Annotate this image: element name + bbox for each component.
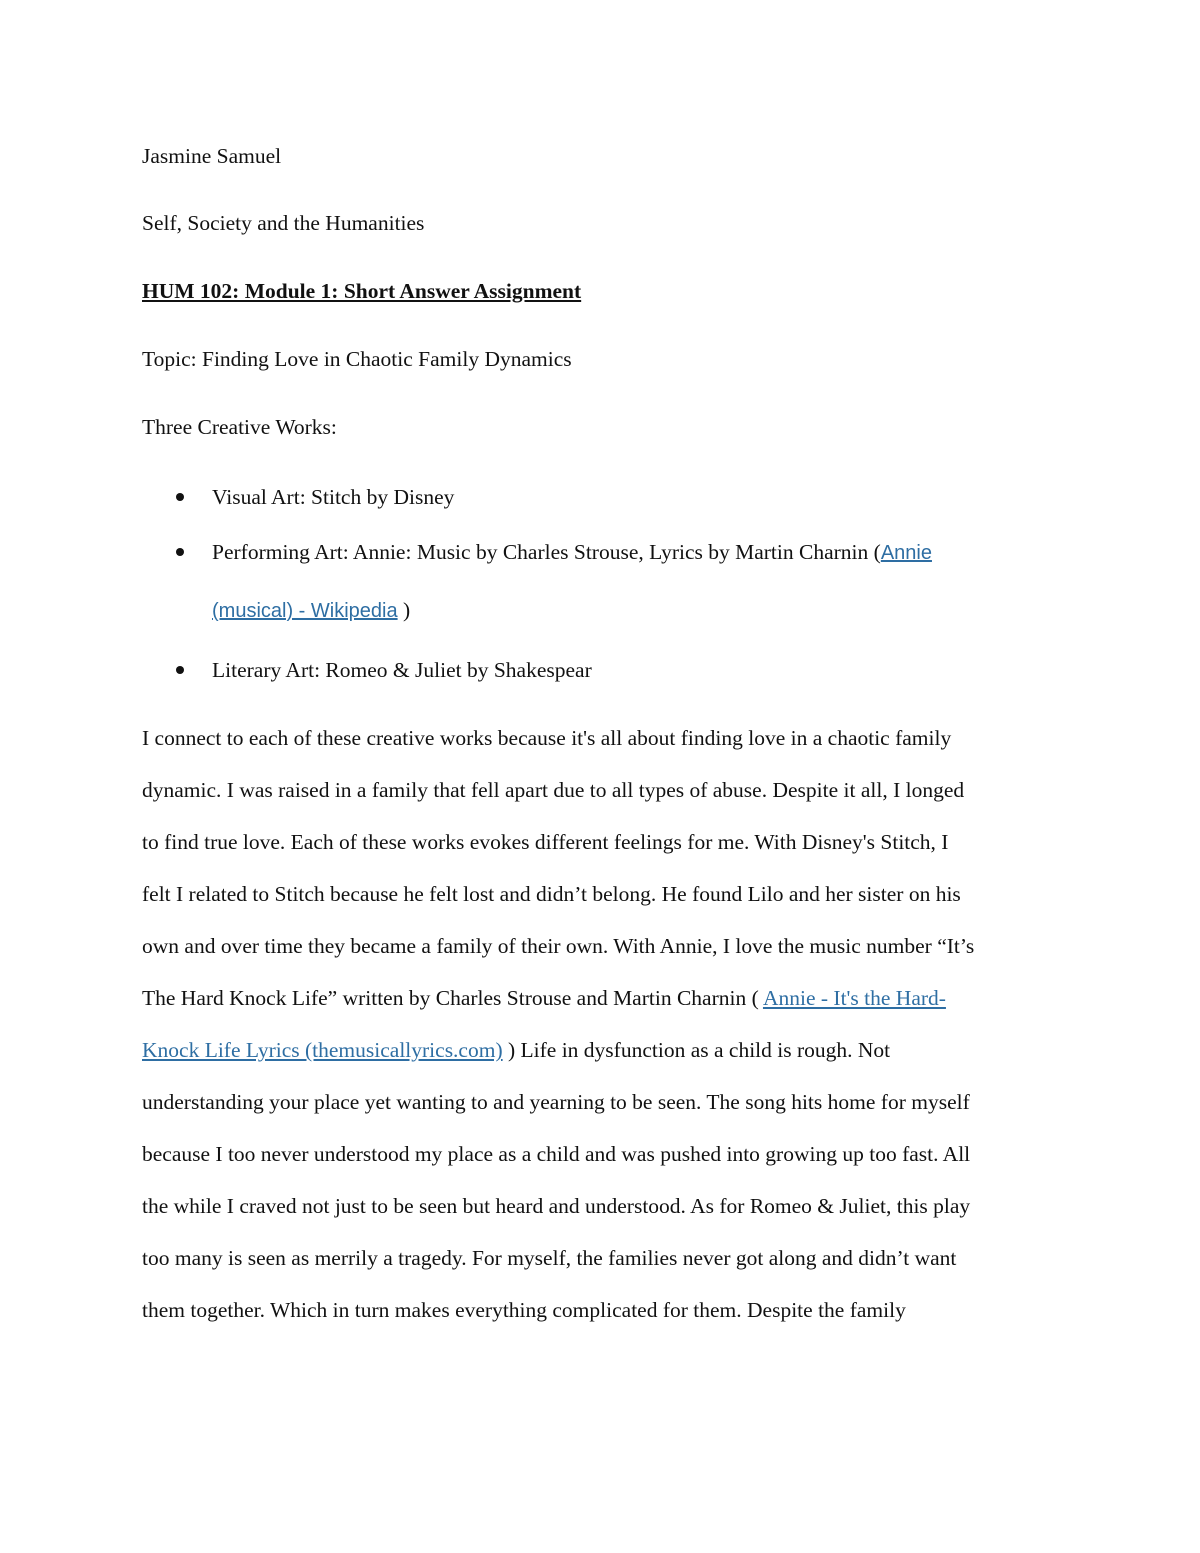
body-line: because I too never understood my place as a child and was pushed into growing up too fast. All xyxy=(142,1142,971,1166)
annie-wikipedia-link[interactable]: Annie xyxy=(880,542,932,564)
link-close-paren: ) xyxy=(397,598,411,622)
list-item-visual-art: Visual Art: Stitch by Disney xyxy=(212,485,455,509)
course-name: Self, Society and the Humanities xyxy=(142,211,425,235)
body-line: to find true love. Each of these works evokes different feelings for me. With Disney's Stitch, I xyxy=(142,830,949,854)
bullet-icon xyxy=(176,493,184,501)
annie-wikipedia-link-cont[interactable]: (musical) - Wikipedia xyxy=(212,600,398,622)
hard-knock-life-lyrics-link-cont[interactable]: Knock Life Lyrics (themusicallyrics.com) xyxy=(142,1038,503,1062)
body-line-text: The Hard Knock Life” written by Charles Strouse and Martin Charnin ( xyxy=(142,986,763,1010)
author-name: Jasmine Samuel xyxy=(142,144,282,168)
list-item-performing-art xyxy=(212,540,932,565)
body-line xyxy=(142,1038,890,1062)
body-line: them together. Which in turn makes everything complicated for them. Despite the family xyxy=(142,1298,906,1322)
bullet-icon xyxy=(176,548,184,556)
hard-knock-life-lyrics-link[interactable]: Annie - It's the Hard- xyxy=(762,986,946,1010)
works-heading: Three Creative Works: xyxy=(142,415,337,439)
bullet-icon xyxy=(176,666,184,674)
body-line: felt I related to Stitch because he felt lost and didn’t belong. He found Lilo and her sister on his xyxy=(142,882,961,906)
performing-art-text: Performing Art: Annie: Music by Charles Strouse, Lyrics by Martin Charnin ( xyxy=(212,540,881,564)
body-line: too many is seen as merrily a tragedy. For myself, the families never got along and didn’t want xyxy=(142,1246,957,1270)
body-line: understanding your place yet wanting to and yearning to be seen. The song hits home for myself xyxy=(142,1090,970,1114)
list-item-literary-art: Literary Art: Romeo & Juliet by Shakespear xyxy=(212,658,592,682)
topic-line: Topic: Finding Love in Chaotic Family Dynamics xyxy=(142,347,572,371)
body-line: dynamic. I was raised in a family that fell apart due to all types of abuse. Despite it all, I longed xyxy=(142,778,965,802)
body-line-text: ) Life in dysfunction as a child is rough. Not xyxy=(502,1038,891,1062)
body-line: the while I craved not just to be seen but heard and understood. As for Romeo & Juliet, this play xyxy=(142,1194,971,1218)
body-line: own and over time they became a family of their own. With Annie, I love the music number “It’s xyxy=(142,934,975,958)
body-line xyxy=(142,986,946,1010)
list-item-performing-art-cont xyxy=(212,598,410,623)
body-line: I connect to each of these creative works because it's all about finding love in a chaotic family xyxy=(142,726,952,750)
assignment-title: HUM 102: Module 1: Short Answer Assignment xyxy=(142,279,582,303)
